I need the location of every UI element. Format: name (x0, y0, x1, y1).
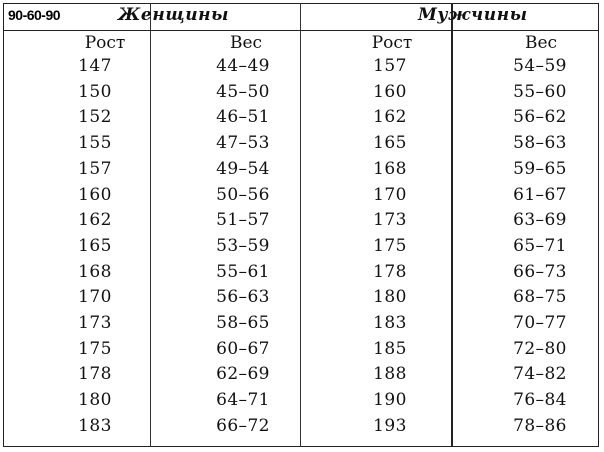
men-weight-cell: 76–84 (513, 390, 567, 410)
men-weight-cell: 58–63 (513, 133, 567, 153)
men-weight-cell: 68–75 (513, 287, 567, 307)
men-weight-cell: 70–77 (513, 313, 567, 333)
women-weight-cell: 58–65 (216, 313, 270, 333)
women-weight-cell: 45–50 (216, 82, 270, 102)
women-height-cell: 165 (78, 236, 112, 256)
women-weight-cell: 55–61 (216, 262, 270, 282)
women-height-cell: 155 (78, 133, 112, 153)
women-weight-cell: 49–54 (216, 159, 270, 179)
women-height-cell: 152 (78, 107, 112, 127)
men-weight-cell: 54–59 (513, 56, 567, 76)
men-weight-header: Вес (524, 33, 558, 53)
men-height-cell: 160 (373, 82, 407, 102)
women-height-cell: 150 (78, 82, 112, 102)
men-height-cell: 190 (373, 390, 407, 410)
women-weight-cell: 44–49 (216, 56, 270, 76)
men-height-cell: 180 (373, 287, 407, 307)
men-weight-cell: 72–80 (513, 339, 567, 359)
women-weight-header: Вес (229, 33, 263, 53)
men-weight-cell: 63–69 (513, 210, 567, 230)
women-weight-cell: 53–59 (216, 236, 270, 256)
women-weight-cell: 56–63 (216, 287, 270, 307)
men-height-cell: 185 (373, 339, 407, 359)
men-weight-cell: 56–62 (513, 107, 567, 127)
women-height-cell: 180 (78, 390, 112, 410)
men-height-cell: 168 (373, 159, 407, 179)
men-height-cell: 157 (373, 56, 407, 76)
men-weight-cell: 55–60 (513, 82, 567, 102)
women-weight-cell: 60–67 (216, 339, 270, 359)
women-weight-cell: 51–57 (216, 210, 270, 230)
women-height-cell: 160 (78, 185, 112, 205)
men-weight-cell: 66–73 (513, 262, 567, 282)
women-weight-cell: 50–56 (216, 185, 270, 205)
women-weight-cell: 64–71 (216, 390, 270, 410)
women-height-cell: 175 (78, 339, 112, 359)
women-weight-cell: 62–69 (216, 364, 270, 384)
women-height-cell: 157 (78, 159, 112, 179)
women-group-title: Женщины (118, 5, 230, 25)
women-height-cell: 170 (78, 287, 112, 307)
men-height-cell: 183 (373, 313, 407, 333)
women-height-cell: 168 (78, 262, 112, 282)
men-height-cell: 188 (373, 364, 407, 384)
men-weight-cell: 74–82 (513, 364, 567, 384)
men-weight-cell: 59–65 (513, 159, 567, 179)
men-weight-cell: 61–67 (513, 185, 567, 205)
women-height-cell: 178 (78, 364, 112, 384)
men-weight-cell: 65–71 (513, 236, 567, 256)
men-height-header: Рост (371, 33, 413, 53)
men-height-cell: 193 (373, 416, 407, 436)
brand-label: 90-60-90 (8, 7, 61, 23)
men-height-cell: 173 (373, 210, 407, 230)
men-weight-cell: 78–86 (513, 416, 567, 436)
men-height-cell: 165 (373, 133, 407, 153)
women-height-cell: 183 (78, 416, 112, 436)
men-height-cell: 175 (373, 236, 407, 256)
women-weight-cell: 46–51 (216, 107, 270, 127)
women-height-header: Рост (84, 33, 126, 53)
women-weight-cell: 47–53 (216, 133, 270, 153)
men-group-title: Мужчины (418, 5, 528, 25)
header-divider (3, 30, 599, 31)
men-height-cell: 170 (373, 185, 407, 205)
women-height-cell: 162 (78, 210, 112, 230)
women-height-cell: 173 (78, 313, 112, 333)
men-height-cell: 162 (373, 107, 407, 127)
men-height-cell: 178 (373, 262, 407, 282)
women-height-cell: 147 (78, 56, 112, 76)
women-weight-cell: 66–72 (216, 416, 270, 436)
